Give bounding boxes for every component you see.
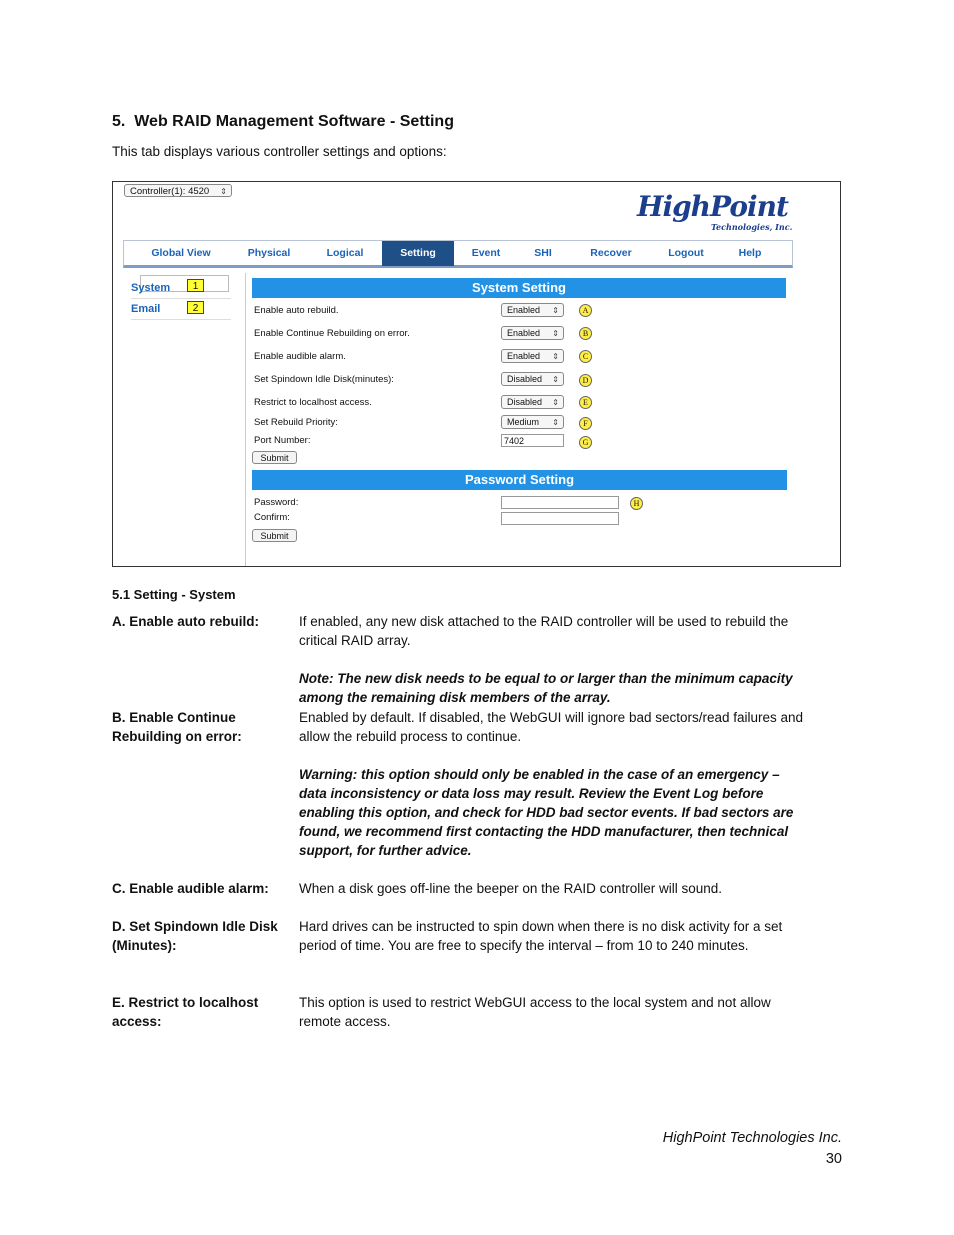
select-value: Enabled xyxy=(507,328,541,338)
term-d: D. Set Spindown Idle Disk (Minutes): xyxy=(112,919,278,953)
tab-logout[interactable]: Logout xyxy=(668,247,704,259)
tab-physical[interactable]: Physical xyxy=(247,247,291,259)
setting-label: Port Number: xyxy=(254,435,311,446)
select-arrows-icon: ⇕ xyxy=(552,306,559,315)
desc-d: Hard drives can be instructed to spin down when there is no disk activity for a set period of time. You are free to specify the interval – from 10 to 240 minutes. xyxy=(299,919,783,953)
tab-recover[interactable]: Recover xyxy=(590,247,632,259)
warning-text: Warning: this option should only be enabled in the case of an emergency – data inconsistency or data loss may result. Review the Event Log before enabling this option, and check for HDD bad sector events. If bad sectors are found, we recommend first contacting the HDD manufacturer, then technical support, for further advice. xyxy=(299,767,794,858)
divider xyxy=(131,298,231,299)
auto-rebuild-select[interactable] xyxy=(501,303,564,317)
password-label: Password: xyxy=(254,497,299,508)
system-setting-header: System Setting xyxy=(252,278,786,298)
select-arrows-icon: ⇕ xyxy=(552,329,559,338)
tab-help[interactable]: Help xyxy=(738,247,762,259)
port-number-input[interactable]: 7402 xyxy=(501,434,564,447)
setting-label: Restrict to localhost access. xyxy=(254,397,372,408)
system-submit-button[interactable]: Submit xyxy=(252,451,297,464)
setting-label: Set Rebuild Priority: xyxy=(254,417,338,428)
tab-bar xyxy=(123,240,793,268)
term-b: B. Enable Continue Rebuilding on error: xyxy=(112,710,242,744)
marker-h: H xyxy=(630,497,643,510)
divider xyxy=(131,319,231,320)
select-value: Enabled xyxy=(507,351,541,361)
tab-global-view[interactable]: Global View xyxy=(151,247,211,259)
setting-label: Enable auto rebuild. xyxy=(254,305,339,316)
term-c: C. Enable audible alarm: xyxy=(112,881,269,896)
password-submit-button[interactable]: Submit xyxy=(252,529,297,542)
confirm-label: Confirm: xyxy=(254,512,290,523)
marker-b: B xyxy=(579,327,592,340)
select-arrows-icon: ⇕ xyxy=(552,352,559,361)
select-arrows-icon: ⇕ xyxy=(552,418,559,427)
tab-logical[interactable]: Logical xyxy=(326,247,364,259)
page-footer xyxy=(663,1128,842,1170)
select-value: Disabled xyxy=(507,397,543,407)
desc-c: When a disk goes off-line the beeper on the RAID controller will sound. xyxy=(299,881,722,896)
intro-text: This tab displays various controller settings and options: xyxy=(112,144,447,159)
password-setting-header: Password Setting xyxy=(252,470,787,490)
select-value: Medium xyxy=(507,417,540,427)
select-value: Disabled xyxy=(507,374,543,384)
marker-d: D xyxy=(579,374,592,387)
note-text: Note: The new disk needs to be equal to or larger than the minimum capacity among the remaining disk members of the array. xyxy=(299,671,793,705)
desc-e: This option is used to restrict WebGUI access to the local system and not allow remote access. xyxy=(299,995,771,1029)
select-value: Enabled xyxy=(507,305,541,315)
tab-shi[interactable]: SHI xyxy=(534,247,552,259)
page-heading xyxy=(112,113,454,131)
marker-1: 1 xyxy=(187,279,204,292)
select-arrows-icon: ⇕ xyxy=(552,375,559,384)
setting-label: Enable audible alarm. xyxy=(254,351,346,362)
marker-e: E xyxy=(579,396,592,409)
controller-select[interactable] xyxy=(124,184,232,197)
logo-subtitle: Technologies, Inc. xyxy=(711,222,793,232)
desc-b xyxy=(299,708,809,860)
continue-rebuild-select[interactable] xyxy=(501,326,564,340)
password-input[interactable] xyxy=(501,496,619,509)
desc-text: Enabled by default. If disabled, the WebGUI will ignore bad sectors/read failures and allow the rebuild process to continue. xyxy=(299,710,804,744)
web-gui-screenshot xyxy=(112,181,841,567)
term-a: A. Enable auto rebuild: xyxy=(112,614,260,629)
term-e: E. Restrict to localhost access: xyxy=(112,995,259,1029)
select-arrows-icon: ⇕ xyxy=(220,187,227,196)
marker-f: F xyxy=(579,417,592,430)
sidebar-item-email[interactable]: Email xyxy=(131,303,161,315)
setting-label: Enable Continue Rebuilding on error. xyxy=(254,328,410,339)
setting-label: Set Spindown Idle Disk(minutes): xyxy=(254,374,394,385)
tab-setting[interactable]: Setting xyxy=(382,241,454,266)
select-arrows-icon: ⇕ xyxy=(552,398,559,407)
marker-2: 2 xyxy=(187,301,204,314)
marker-c: C xyxy=(579,350,592,363)
section-title: 5.1 Setting - System xyxy=(112,587,236,602)
desc-text: If enabled, any new disk attached to the RAID controller will be used to rebuild the critical RAID array. xyxy=(299,614,789,648)
confirm-input[interactable] xyxy=(501,512,619,525)
sidebar-item-system[interactable]: System xyxy=(131,282,171,294)
rebuild-priority-select[interactable] xyxy=(501,415,564,429)
spindown-select[interactable] xyxy=(501,372,564,386)
localhost-select[interactable] xyxy=(501,395,564,409)
desc-a xyxy=(299,612,809,707)
marker-a: A xyxy=(579,304,592,317)
tab-event[interactable]: Event xyxy=(471,247,501,259)
page-number: 30 xyxy=(825,1151,842,1167)
audible-alarm-select[interactable] xyxy=(501,349,564,363)
marker-g: G xyxy=(579,436,592,449)
highpoint-logo: HighPoint xyxy=(637,190,788,223)
heading-number: 5. xyxy=(112,113,126,130)
footer-company: HighPoint Technologies Inc. xyxy=(662,1130,842,1146)
controller-select-value: Controller(1): 4520 xyxy=(130,186,210,197)
heading-title: Web RAID Management Software - Setting xyxy=(134,113,454,130)
settings-sidebar xyxy=(123,273,246,566)
